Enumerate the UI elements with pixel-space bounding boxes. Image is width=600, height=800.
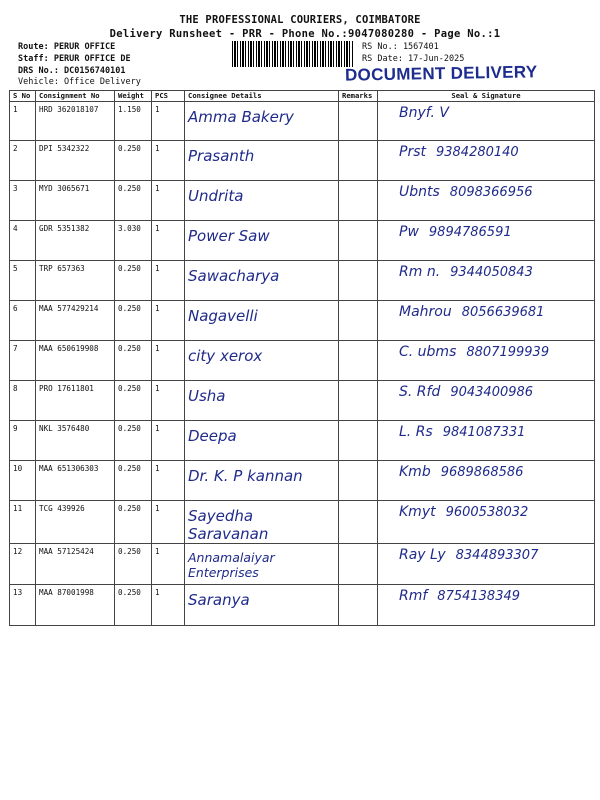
table-row <box>10 261 595 301</box>
row-consignee-cell <box>185 501 339 544</box>
col-pcs: PCS <box>152 91 185 102</box>
row-remarks <box>339 301 378 341</box>
row-consignee-name: Undrita <box>188 187 244 205</box>
signature-phone: 9384280140 <box>435 145 519 160</box>
row-sno: 3 <box>10 181 36 221</box>
row-signature <box>378 544 595 585</box>
signature-phone: 9894786591 <box>428 225 512 240</box>
row-consignee-cell <box>185 181 339 221</box>
row-sno: 11 <box>10 501 36 544</box>
table-row <box>10 544 595 585</box>
row-consignee-name: city xerox <box>188 347 263 365</box>
row-remarks <box>339 544 378 585</box>
table-header-row <box>10 91 595 102</box>
row-consignee-cell <box>185 221 339 261</box>
col-consignee: Consignee Details <box>185 91 339 102</box>
row-consignee-name: Usha <box>188 387 226 405</box>
row-consignee-name: Power Saw <box>188 227 270 245</box>
signature-mark: Kmb <box>399 464 431 480</box>
row-remarks <box>339 381 378 421</box>
row-consignment-no: PRO 17611801 <box>36 381 115 421</box>
row-sno: 1 <box>10 102 36 141</box>
row-pcs: 1 <box>152 585 185 626</box>
row-weight: 0.250 <box>115 261 152 301</box>
row-sno: 9 <box>10 421 36 461</box>
row-signature <box>378 181 595 221</box>
row-pcs: 1 <box>152 461 185 501</box>
row-consignee-cell <box>185 341 339 381</box>
row-pcs: 1 <box>152 221 185 261</box>
row-signature <box>378 102 595 141</box>
signature-phone: 8056639681 <box>461 305 545 320</box>
table-row <box>10 381 595 421</box>
col-consignment: Consignment No <box>36 91 115 102</box>
runsheet-title: Delivery Runsheet - PRR - Phone No.:9047080280 - Page No.:1 <box>109 28 501 40</box>
signature-mark: Bnyf. V <box>399 105 449 121</box>
rs-number: RS No.: 1567401 <box>362 42 439 52</box>
row-consignment-no: TRP 657363 <box>36 261 115 301</box>
row-consignee-cell <box>185 461 339 501</box>
row-remarks <box>339 181 378 221</box>
row-remarks <box>339 102 378 141</box>
col-sno: S No <box>10 91 36 102</box>
row-signature <box>378 341 595 381</box>
row-weight: 3.030 <box>115 221 152 261</box>
row-consignment-no: HRD 362018107 <box>36 102 115 141</box>
signature-mark: Pw <box>399 224 419 240</box>
table-row <box>10 461 595 501</box>
row-consignee-name: Sawacharya <box>188 267 280 285</box>
row-consignment-no: DPI 5342322 <box>36 141 115 181</box>
row-signature <box>378 501 595 544</box>
row-consignee-cell <box>185 261 339 301</box>
signature-mark: Ray Ly <box>399 547 446 563</box>
row-pcs: 1 <box>152 102 185 141</box>
table-row <box>10 102 595 141</box>
signature-mark: L. Rs <box>399 424 433 440</box>
col-weight: Weight <box>115 91 152 102</box>
row-consignee-cell <box>185 301 339 341</box>
row-remarks <box>339 261 378 301</box>
signature-phone: 9344050843 <box>450 265 533 280</box>
row-weight: 0.250 <box>115 501 152 544</box>
signature-phone: 9043400986 <box>450 385 534 400</box>
row-signature <box>378 381 595 421</box>
signature-phone: 9841087331 <box>442 425 526 440</box>
row-consignment-no: MAA 650619908 <box>36 341 115 381</box>
row-remarks <box>339 585 378 626</box>
row-consignment-no: MAA 577429214 <box>36 301 115 341</box>
row-sno: 12 <box>10 544 36 585</box>
signature-phone: 8807199939 <box>466 345 550 360</box>
row-sno: 8 <box>10 381 36 421</box>
row-consignee-name: Deepa <box>188 427 237 445</box>
row-signature <box>378 261 595 301</box>
barcode <box>232 41 354 67</box>
rs-date: RS Date: 17-Jun-2025 <box>362 54 465 64</box>
row-consignee-name: Prasanth <box>188 147 255 165</box>
row-remarks <box>339 461 378 501</box>
row-consignment-no: MYD 3065671 <box>36 181 115 221</box>
row-remarks <box>339 341 378 381</box>
row-signature <box>378 141 595 181</box>
row-consignee-cell <box>185 102 339 141</box>
table-row <box>10 501 595 544</box>
row-sno: 10 <box>10 461 36 501</box>
drs-number: DRS No.: DC0156740101 <box>18 66 126 76</box>
row-consignee-cell <box>185 585 339 626</box>
document-delivery-stamp: DOCUMENT DELIVERY <box>344 62 538 85</box>
row-pcs: 1 <box>152 381 185 421</box>
row-sno: 7 <box>10 341 36 381</box>
row-weight: 0.250 <box>115 585 152 626</box>
row-consignee-cell <box>185 421 339 461</box>
table-row <box>10 221 595 261</box>
signature-mark: Mahrou <box>399 304 452 320</box>
row-weight: 0.250 <box>115 544 152 585</box>
row-pcs: 1 <box>152 301 185 341</box>
row-pcs: 1 <box>152 421 185 461</box>
row-consignee-cell <box>185 141 339 181</box>
row-sno: 5 <box>10 261 36 301</box>
signature-phone: 8344893307 <box>455 548 539 563</box>
row-consignee-name: Amma Bakery <box>188 108 294 126</box>
row-weight: 0.250 <box>115 341 152 381</box>
row-consignee-name: Nagavelli <box>188 307 258 325</box>
signature-mark: Prst <box>399 144 426 160</box>
row-remarks <box>339 501 378 544</box>
vehicle-label: Vehicle: Office Delivery <box>18 77 141 87</box>
row-pcs: 1 <box>152 501 185 544</box>
table-row <box>10 301 595 341</box>
row-weight: 0.250 <box>115 461 152 501</box>
row-consignee-name: Saranya <box>188 591 250 609</box>
row-signature <box>378 585 595 626</box>
row-weight: 0.250 <box>115 301 152 341</box>
row-signature <box>378 421 595 461</box>
row-consignee-name: Sayedha Saravanan <box>188 507 269 543</box>
row-sno: 6 <box>10 301 36 341</box>
row-consignment-no: NKL 3576480 <box>36 421 115 461</box>
signature-phone: 8754138349 <box>437 589 521 604</box>
row-consignee-cell <box>185 544 339 585</box>
row-weight: 0.250 <box>115 141 152 181</box>
row-pcs: 1 <box>152 544 185 585</box>
signature-phone: 9600538032 <box>445 505 529 520</box>
staff-label: Staff: PERUR OFFICE DE <box>18 54 131 64</box>
row-consignee-name: Dr. K. P kannan <box>188 467 303 485</box>
row-consignment-no: MAA 57125424 <box>36 544 115 585</box>
row-consignment-no: MAA 87001998 <box>36 585 115 626</box>
row-sno: 4 <box>10 221 36 261</box>
row-sno: 13 <box>10 585 36 626</box>
row-consignment-no: TCG 439926 <box>36 501 115 544</box>
row-remarks <box>339 421 378 461</box>
col-signature: Seal & Signature <box>378 91 595 102</box>
route-label: Route: PERUR OFFICE <box>18 42 116 52</box>
table-row <box>10 341 595 381</box>
table-row <box>10 141 595 181</box>
row-signature <box>378 221 595 261</box>
row-signature <box>378 461 595 501</box>
signature-phone: 9689868586 <box>440 465 524 480</box>
table-row <box>10 421 595 461</box>
row-remarks <box>339 221 378 261</box>
signature-mark: Kmyt <box>399 504 436 520</box>
company-title: THE PROFESSIONAL COURIERS, COIMBATORE <box>179 14 421 26</box>
row-weight: 0.250 <box>115 421 152 461</box>
row-consignee-name: Annamalaiyar Enterprises <box>188 550 275 580</box>
signature-mark: Ubnts <box>399 184 440 200</box>
signature-mark: S. Rfd <box>399 384 441 400</box>
signature-mark: Rm n. <box>399 264 441 280</box>
row-pcs: 1 <box>152 261 185 301</box>
col-remarks: Remarks <box>339 91 378 102</box>
row-sno: 2 <box>10 141 36 181</box>
row-signature <box>378 301 595 341</box>
signature-phone: 8098366956 <box>449 185 533 200</box>
row-pcs: 1 <box>152 141 185 181</box>
row-consignee-cell <box>185 381 339 421</box>
table-row <box>10 585 595 626</box>
signature-mark: Rmf <box>399 588 428 604</box>
runsheet-table <box>9 90 595 626</box>
row-consignment-no: GDR 5351382 <box>36 221 115 261</box>
row-consignment-no: MAA 651306303 <box>36 461 115 501</box>
row-pcs: 1 <box>152 341 185 381</box>
signature-mark: C. ubms <box>399 344 457 360</box>
table-row <box>10 181 595 221</box>
row-weight: 0.250 <box>115 381 152 421</box>
row-remarks <box>339 141 378 181</box>
row-weight: 1.150 <box>115 102 152 141</box>
row-pcs: 1 <box>152 181 185 221</box>
row-weight: 0.250 <box>115 181 152 221</box>
